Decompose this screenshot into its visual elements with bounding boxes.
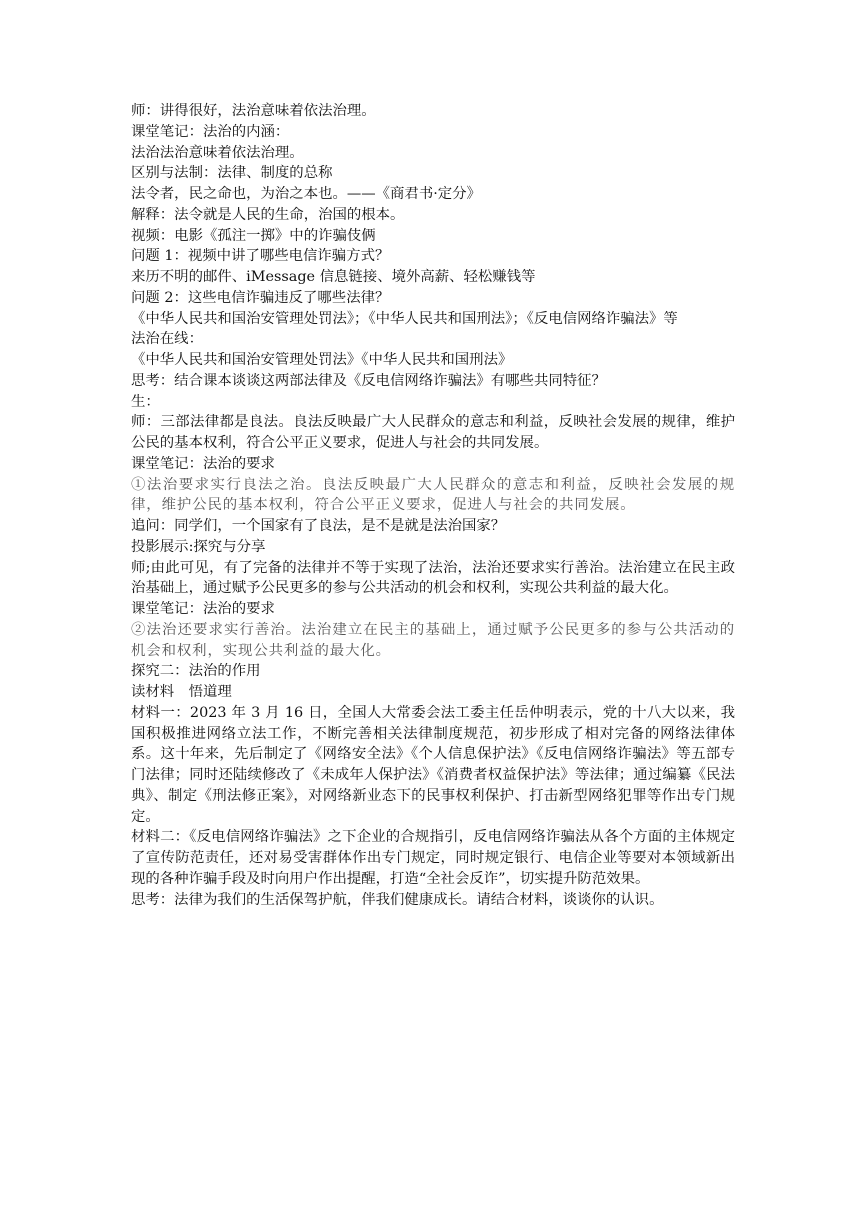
student-line: 生： bbox=[131, 393, 160, 410]
class-note-text: ①法治要求实行良法之治。良法反映最广大人民群众的意志和利益，反映社会发展的规律，维护公民的基本权利，符合公平正义要求，促进人与社会的共同发展。 bbox=[131, 476, 735, 514]
video-line: 视频：电影《孤注一掷》中的诈骗伎俩 bbox=[131, 227, 376, 244]
projection-line: 投影展示:探究与分享 bbox=[131, 538, 266, 555]
material-2: 材料二：《反电信网络诈骗法》之下企业的合规指引，反电信网络诈骗法从各个方面的主体规定了宣传防范责任，还对易受害群体作出专门规定，同时规定银行、电信企业等要对本领域新出现的各种诈骗手段及时向用户作出提醒，打造“全社会反诈”，切实提升防范效果。 bbox=[131, 829, 735, 887]
teacher-remark: 师：讲得很好，法治意味着依法治理。 bbox=[131, 103, 376, 119]
follow-up-question: 追问：同学们，一个国家有了良法，是不是就是法治国家？ bbox=[131, 518, 506, 534]
text-line: 区别与法制：法律、制度的总称 bbox=[131, 165, 333, 182]
question-1: 问题 1：视频中讲了哪些电信诈骗方式？ bbox=[131, 248, 390, 265]
class-note-heading: 课堂笔记：法治的要求 bbox=[131, 455, 275, 472]
teacher-paragraph: 师：三部法律都是良法。良法反映最广大人民群众的意志和利益，反映社会发展的规律，维护公民的基本权利，符合公平正义要求，促进人与社会的共同发展。 bbox=[131, 414, 735, 451]
answer-1: 来历不明的邮件、iMessage 信息链接、境外高薪、轻松赚钱等 bbox=[131, 269, 536, 285]
law-online-heading: 法治在线： bbox=[131, 331, 203, 348]
section-heading: 探究二：法治的作用 bbox=[131, 663, 261, 680]
document-page bbox=[131, 101, 735, 910]
answer-2: 《中华人民共和国治安管理处罚法》；《中华人民共和国刑法》；《反电信网络诈骗法》等 bbox=[131, 310, 678, 327]
question-2: 问题 2：这些电信诈骗违反了哪些法律？ bbox=[131, 289, 390, 306]
teacher-paragraph: 师;由此可见，有了完备的法律并不等于实现了法治，法治还要求实行善治。法治建立在民主政治基础上，通过赋予公民更多的参与公共活动的机会和权利，实现公共利益的最大化。 bbox=[131, 559, 735, 597]
class-note-heading: 课堂笔记：法治的内涵： bbox=[131, 123, 290, 140]
class-note-text: ②法治还要求实行善治。法治建立在民主的基础上，通过赋予公民更多的参与公共活动的机会和权利，实现公共利益的最大化。 bbox=[131, 621, 735, 659]
quotation: 法令者，民之命也，为治之本也。——《商君书·定分》 bbox=[131, 186, 481, 202]
text-line: 《中华人民共和国治安管理处罚法》《中华人民共和国刑法》 bbox=[131, 352, 513, 368]
material-1: 材料一：2023 年 3 月 16 日，全国人大常委会法工委主任岳仲明表示，党的十八大以来，我国积极推进网络立法工作，不断完善相关法律制度规范，初步形成了相对完备的网络法律体系。这十年来，先后制定了《网络安全法》《个人信息保护法》《反电信网络诈骗法》等五部专门法律；同时还陆续修改了《未成年人保护法》《消费者权益保护法》等法律；通过编纂《民法典》、制定《刑法修正案》，对网络新业态下的民事权利保护、打击新型网络犯罪等作出专门规定。 bbox=[131, 704, 735, 825]
text-line: 法治法治意味着依法治理。 bbox=[131, 144, 304, 161]
explanation: 解释：法令就是人民的生命，治国的根本。 bbox=[131, 206, 405, 223]
class-note-heading: 课堂笔记：法治的要求 bbox=[131, 601, 275, 617]
think-question: 思考：法律为我们的生活保驾护航，伴我们健康成长。请结合材料，谈谈你的认识。 bbox=[131, 891, 664, 908]
think-question: 思考：结合课本谈谈这两部法律及《反电信网络诈骗法》有哪些共同特征？ bbox=[131, 372, 606, 389]
read-material-heading: 读材料 悟道理 bbox=[131, 684, 232, 700]
